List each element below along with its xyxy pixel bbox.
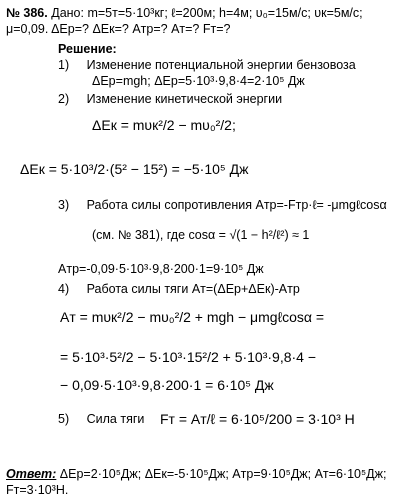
step-3-calculation: Aтр=-0,09·5·10³·9,8·200·1=9·10⁵ Дж: [58, 262, 264, 276]
step-2-label: 2): [58, 92, 70, 106]
step-5-formula: Fт = Aт/ℓ = 6·10⁵/200 = 3·10³ Н: [160, 411, 355, 427]
problem-given-line2: μ=0,09. ΔEр=? ΔEк=? Aтр=? Aт=? Fт=?: [6, 22, 231, 36]
answer-line1: ΔEр=2·10⁵Дж; ΔEк=-5·10⁵Дж; Aтр=9·10⁵Дж; Aт=6·10⁵Дж;: [59, 467, 387, 481]
step-4-calc-line1: = 5·10³·5²/2 − 5·10³·15²/2 + 5·10³·9,8·4 −: [60, 349, 317, 365]
step-3-text: Работа силы сопротивления Aтр=-Fтр·ℓ= -μmgℓcosα: [86, 198, 387, 212]
step-1: [58, 58, 356, 73]
step-5-text: Сила тяги: [86, 412, 145, 426]
step-4: [58, 282, 300, 297]
step-3-reference: (см. № 381), где cosα = √(1 − h²/ℓ²) ≈ 1: [92, 228, 310, 242]
solution-heading: Решение:: [58, 42, 117, 56]
step-4-calc-line2: − 0,09·5·10³·9,8·200·1 = 6·10⁵ Дж: [60, 377, 274, 393]
step-2: [58, 92, 282, 107]
step-1-formula: ΔEр=mgh; ΔEр=5·10³·9,8·4=2·10⁵ Дж: [92, 74, 305, 88]
step-3: [58, 198, 387, 213]
step-4-text: Работа силы тяги Aт=(ΔEр+ΔEк)-Aтр: [86, 282, 300, 296]
answer-line2: Fт=3·10³Н.: [6, 483, 69, 497]
answer-label: Ответ:: [6, 467, 57, 481]
step-1-text: Изменение потенциальной энергии бензовоза: [86, 58, 356, 72]
step-5-label: 5): [58, 412, 70, 426]
step-4-label: 4): [58, 282, 70, 296]
problem-number: № 386.: [6, 6, 48, 20]
answer-block: [6, 466, 402, 498]
step-4-formula: Aт = mυк²/2 − mυ₀²/2 + mgh − μmgℓcosα =: [60, 309, 325, 325]
step-3-label: 3): [58, 198, 70, 212]
problem-given-line1: [6, 6, 363, 21]
step-5: [58, 412, 144, 427]
step-1-label: 1): [58, 58, 70, 72]
step-2-text: Изменение кинетической энергии: [86, 92, 283, 106]
step-2-formula: ΔEк = mυк²/2 − mυ₀²/2;: [92, 117, 236, 133]
step-2-calculation: ΔEк = 5·10³/2·(5² − 15²) = −5·10⁵ Дж: [20, 161, 249, 177]
given-text-1: Дано: m=5т=5·10³кг; ℓ=200м; h=4м; υ₀=15м/с; υк=5м/с;: [51, 6, 363, 20]
